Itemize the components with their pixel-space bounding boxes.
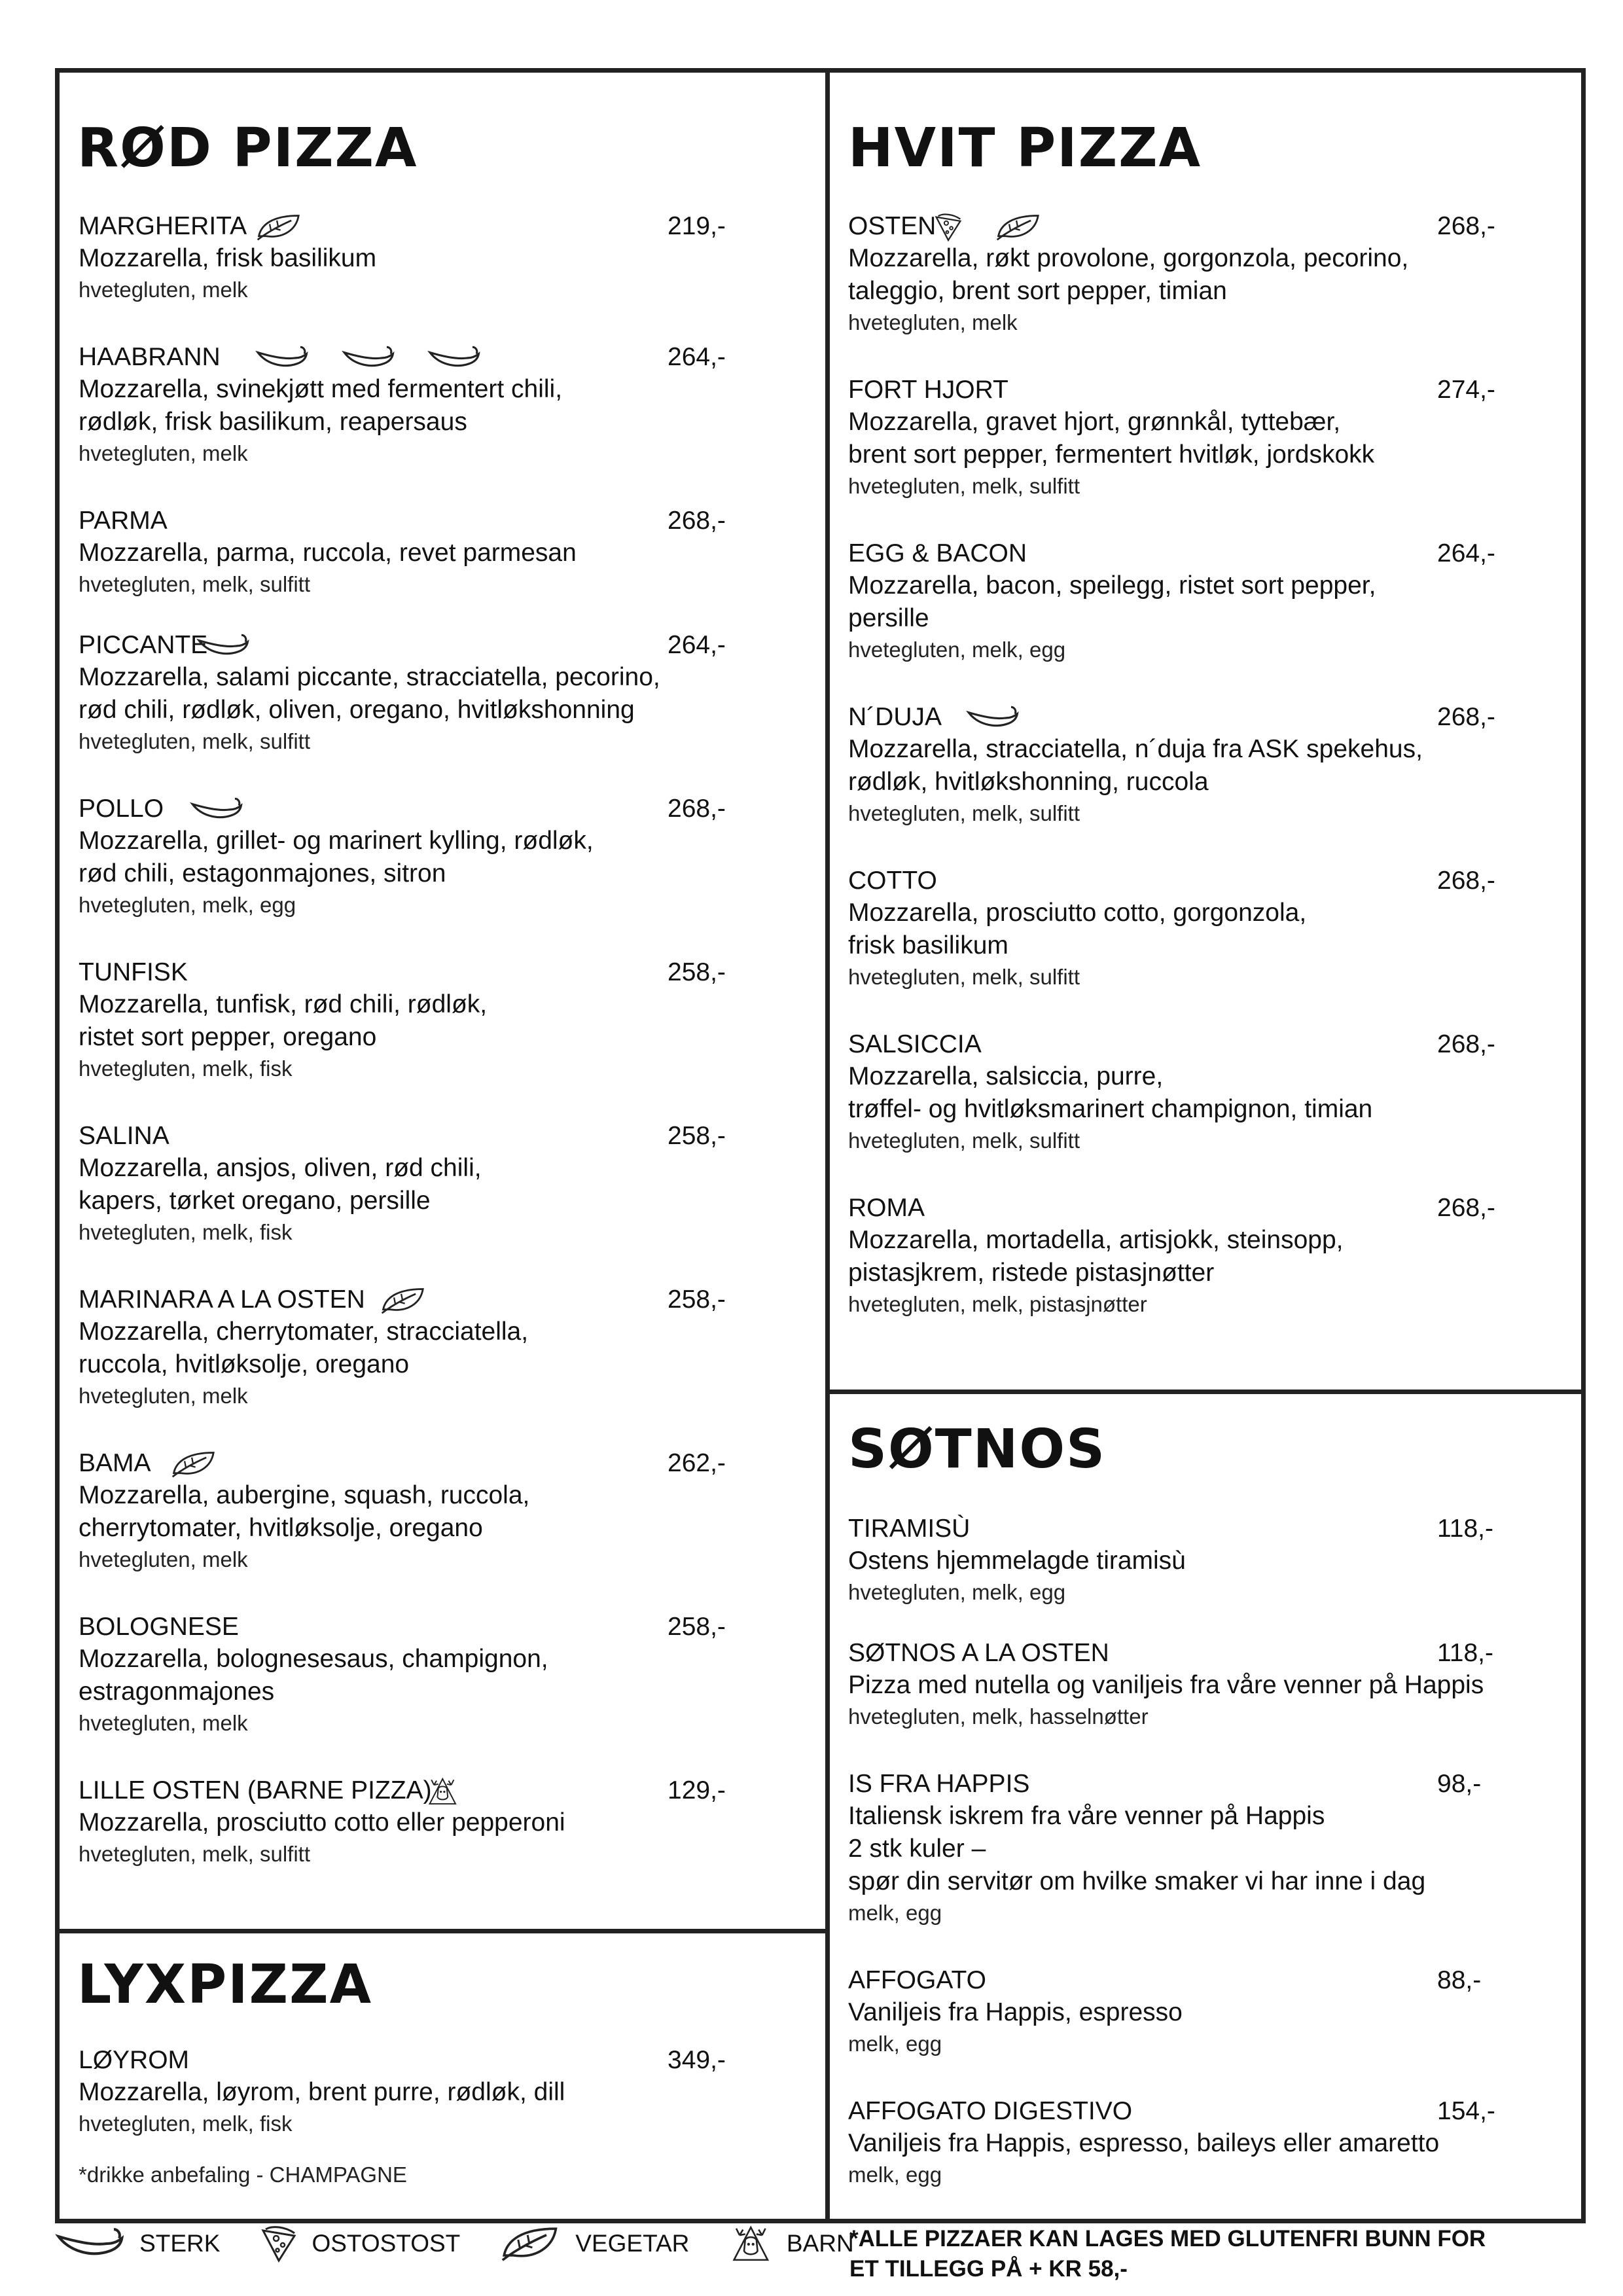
item-name: POLLO — [79, 795, 164, 823]
item-price: 258,- — [668, 1613, 726, 1641]
item-name: PARMA — [79, 507, 168, 535]
item-icons — [255, 212, 304, 241]
item-header-row — [848, 538, 1568, 569]
item-name: BAMA — [79, 1449, 151, 1477]
item-description: Ostens hjemmelagde tiramisù — [848, 1547, 1186, 1575]
menu-item — [848, 2096, 1568, 2190]
item-icons — [255, 343, 482, 372]
menu-item — [848, 374, 1568, 501]
item-header-row — [79, 342, 798, 373]
item-description: brent sort pepper, fermentert hvitløk, jordskokk — [848, 440, 1375, 469]
item-price: 258,- — [668, 1285, 726, 1314]
item-allergens: hvetegluten, melk, sulfitt — [79, 1842, 311, 1866]
vegetar-icon — [499, 2224, 562, 2263]
item-description: ruccola, hvitløksolje, oregano — [79, 1350, 410, 1378]
item-allergens: hvetegluten, melk, pistasjnøtter — [848, 1292, 1147, 1316]
item-price: 118,- — [1437, 1515, 1493, 1543]
menu-item — [79, 1611, 798, 1738]
ostostost-icon — [933, 212, 963, 241]
item-name: N´DUJA — [848, 703, 942, 731]
legend-item — [259, 2224, 499, 2263]
item-allergens: hvetegluten, melk, fisk — [79, 1220, 293, 1244]
item-price: 129,- — [668, 1776, 726, 1804]
item-header-row — [848, 1638, 1568, 1669]
item-description: Mozzarella, løyrom, brent purre, rødløk, dill — [79, 2078, 565, 2106]
menu-item — [79, 211, 798, 305]
item-name: TUNFISK — [79, 958, 188, 986]
item-header-row — [79, 1611, 798, 1643]
item-icons — [170, 1449, 219, 1478]
item-allergens: hvetegluten, melk, hasselnøtter — [848, 1704, 1149, 1729]
item-icons — [196, 631, 251, 660]
item-header-row — [79, 1284, 798, 1316]
vegetar-icon — [380, 1285, 428, 1314]
item-name: LØYROM — [79, 2046, 190, 2074]
item-allergens: hvetegluten, melk — [79, 1711, 248, 1735]
item-allergens: melk, egg — [848, 2162, 942, 2187]
menu-item — [848, 211, 1568, 338]
item-header-row — [848, 702, 1568, 733]
item-description: Mozzarella, svinekjøtt med fermentert chili, — [79, 375, 563, 403]
sterk-icon — [190, 795, 245, 823]
item-name: BOLOGNESE — [79, 1613, 239, 1641]
menu-item — [79, 630, 798, 757]
item-name: OSTEN — [848, 212, 936, 240]
item-price: 268,- — [1437, 1194, 1495, 1222]
item-price: 264,- — [668, 343, 726, 371]
menu-item — [79, 957, 798, 1084]
item-allergens: hvetegluten, melk — [79, 278, 248, 302]
item-description: rød chili, rødløk, oliven, oregano, hvitløkshonning — [79, 696, 635, 724]
sotnos-title: SØTNOS — [848, 1418, 1107, 1480]
item-allergens: hvetegluten, melk, fisk — [79, 1056, 293, 1081]
item-allergens: hvetegluten, melk, egg — [79, 893, 296, 917]
item-allergens: melk, egg — [848, 2032, 942, 2056]
item-description: Vaniljeis fra Happis, espresso, baileys eller amaretto — [848, 2129, 1440, 2157]
menu-item — [79, 793, 798, 920]
item-description: estragonmajones — [79, 1677, 275, 1706]
item-name: SALINA — [79, 1122, 169, 1150]
item-price: 268,- — [1437, 867, 1495, 895]
item-name: IS FRA HAPPIS — [848, 1770, 1030, 1798]
item-description: Mozzarella, stracciatella, n´duja fra ASK spekehus, — [848, 735, 1423, 763]
item-description: kapers, tørket oregano, persille — [79, 1187, 431, 1215]
item-allergens: hvetegluten, melk, sulfitt — [79, 729, 311, 753]
sterk-icon — [427, 343, 482, 372]
legend-label: BARN — [786, 2230, 854, 2257]
item-price: 262,- — [668, 1449, 726, 1477]
menu-item — [848, 1513, 1568, 1607]
item-description: rødløk, frisk basilikum, reapersaus — [79, 408, 467, 436]
item-name: HAABRANN — [79, 343, 221, 371]
item-name: SØTNOS A LA OSTEN — [848, 1639, 1109, 1667]
item-name: LILLE OSTEN (BARNE PIZZA) — [79, 1776, 432, 1804]
item-description: Vaniljeis fra Happis, espresso — [848, 1998, 1183, 2026]
item-allergens: melk, egg — [848, 1901, 942, 1925]
item-price: 268,- — [1437, 212, 1495, 240]
item-header-row — [848, 1193, 1568, 1224]
vegetar-icon — [255, 212, 304, 241]
vegetar-icon — [170, 1449, 219, 1478]
item-description: Mozzarella, prosciutto cotto, gorgonzola, — [848, 899, 1307, 927]
sterk-icon — [966, 703, 1021, 732]
item-price: 118,- — [1437, 1639, 1493, 1667]
item-name: TIRAMISÙ — [848, 1515, 971, 1543]
item-price: 98,- — [1437, 1770, 1482, 1798]
vegetar-icon — [995, 212, 1043, 241]
sterk-icon — [342, 343, 397, 372]
item-description: Mozzarella, bacon, speilegg, ristet sort pepper, — [848, 571, 1376, 600]
item-description: Mozzarella, parma, ruccola, revet parmesan — [79, 539, 577, 567]
item-icons — [380, 1285, 428, 1314]
menu-item — [848, 1029, 1568, 1156]
menu-item — [79, 2045, 798, 2139]
item-price: 219,- — [668, 212, 726, 240]
sterk-icon — [255, 343, 310, 372]
item-description: Mozzarella, grillet- og marinert kylling, rødløk, — [79, 827, 594, 855]
item-description: Mozzarella, gravet hjort, grønnkål, tyttebær, — [848, 408, 1341, 436]
item-header-row — [79, 1775, 798, 1806]
legend-item — [55, 2224, 259, 2263]
item-description: spør din servitør om hvilke smaker vi har inne i dag — [848, 1867, 1426, 1895]
item-description: Italiensk iskrem fra våre venner på Happis — [848, 1802, 1325, 1830]
item-header-row — [79, 1121, 798, 1152]
item-allergens: hvetegluten, melk, sulfitt — [848, 965, 1080, 989]
item-allergens: hvetegluten, melk, sulfitt — [848, 801, 1080, 825]
lyxpizza-title: LYXPIZZA — [77, 1954, 373, 2016]
menu-item — [848, 538, 1568, 665]
legend-item — [499, 2224, 728, 2263]
menu-item — [79, 1448, 798, 1575]
item-price: 274,- — [1437, 376, 1495, 404]
item-description: rødløk, hvitløkshonning, ruccola — [848, 768, 1209, 796]
menu-item — [848, 1768, 1568, 1928]
menu-item — [79, 1121, 798, 1247]
menu-item — [848, 865, 1568, 992]
item-description: Mozzarella, salami piccante, stracciatella, pecorino, — [79, 663, 660, 691]
item-description: Mozzarella, frisk basilikum — [79, 244, 377, 272]
item-price: 349,- — [668, 2046, 726, 2074]
item-header-row — [848, 2096, 1568, 2127]
item-allergens: hvetegluten, melk — [79, 1384, 248, 1408]
item-header-row — [79, 957, 798, 988]
item-header-row — [79, 2045, 798, 2076]
item-name: SALSICCIA — [848, 1030, 982, 1058]
ostostost-icon — [259, 2224, 298, 2263]
item-allergens: hvetegluten, melk — [79, 441, 248, 465]
item-icons — [933, 212, 1043, 241]
item-allergens: hvetegluten, melk — [848, 310, 1018, 334]
item-description: trøffel- og hvitløksmarinert champignon, timian — [848, 1095, 1373, 1123]
item-icons — [190, 795, 245, 823]
rod-pizza-title: RØD PIZZA — [77, 117, 418, 179]
item-description: Mozzarella, cherrytomater, stracciatella, — [79, 1318, 529, 1346]
item-allergens: hvetegluten, melk, fisk — [79, 2111, 293, 2136]
legend-label: VEGETAR — [575, 2230, 690, 2257]
item-header-row — [848, 211, 1568, 242]
item-header-row — [79, 211, 798, 242]
footnote-line-2: ET TILLEGG PÅ + KR 58,- — [849, 2256, 1128, 2282]
footnote-line-1: *ALLE PIZZAER KAN LAGES MED GLUTENFRI BUNN FOR — [849, 2226, 1486, 2251]
item-allergens: hvetegluten, melk — [79, 1547, 248, 1571]
item-header-row — [79, 505, 798, 537]
item-description: Mozzarella, bolognesesaus, champignon, — [79, 1645, 548, 1673]
item-description: cherrytomater, hvitløksolje, oregano — [79, 1514, 483, 1542]
item-price: 268,- — [1437, 703, 1495, 731]
item-price: 258,- — [668, 1122, 726, 1150]
menu-item — [848, 1193, 1568, 1319]
item-name: EGG & BACON — [848, 539, 1027, 567]
item-name: PICCANTE — [79, 631, 208, 659]
item-name: ROMA — [848, 1194, 925, 1222]
item-description: ristet sort pepper, oregano — [79, 1023, 377, 1051]
drink-recommendation: *drikke anbefaling - CHAMPAGNE — [79, 2162, 407, 2187]
item-name: COTTO — [848, 867, 937, 895]
item-icons — [425, 1776, 460, 1805]
item-header-row — [848, 1965, 1568, 1996]
legend-label: OSTOSTOST — [312, 2230, 461, 2257]
item-price: 268,- — [1437, 1030, 1495, 1058]
item-icons — [966, 703, 1021, 732]
sterk-icon — [196, 631, 251, 660]
menu-item — [79, 505, 798, 600]
item-price: 258,- — [668, 958, 726, 986]
item-name: AFFOGATO DIGESTIVO — [848, 2097, 1133, 2125]
item-header-row — [79, 630, 798, 661]
item-description: rød chili, estagonmajones, sitron — [79, 859, 446, 888]
item-description: persille — [848, 604, 929, 632]
item-description: Mozzarella, prosciutto cotto eller pepperoni — [79, 1808, 565, 1837]
item-description: Mozzarella, mortadella, artisjokk, steinsopp, — [848, 1226, 1344, 1254]
item-allergens: hvetegluten, melk, sulfitt — [79, 572, 311, 596]
item-allergens: hvetegluten, melk, egg — [848, 637, 1066, 662]
menu-item — [79, 342, 798, 469]
barn-icon — [425, 1776, 460, 1805]
item-allergens: hvetegluten, melk, egg — [848, 1580, 1066, 1604]
item-header-row — [848, 1029, 1568, 1060]
barn-icon — [728, 2224, 774, 2263]
gluten-free-footnote — [849, 2224, 1486, 2284]
item-header-row — [848, 374, 1568, 406]
item-description: Mozzarella, røkt provolone, gorgonzola, pecorino, — [848, 244, 1409, 272]
item-header-row — [848, 865, 1568, 897]
item-header-row — [848, 1513, 1568, 1545]
item-price: 264,- — [1437, 539, 1495, 567]
menu-item — [848, 1965, 1568, 2059]
item-description: Mozzarella, ansjos, oliven, rød chili, — [79, 1154, 482, 1182]
item-description: taleggio, brent sort pepper, timian — [848, 277, 1227, 305]
item-name: FORT HJORT — [848, 376, 1008, 404]
item-header-row — [79, 793, 798, 825]
item-name: AFFOGATO — [848, 1966, 986, 1994]
item-description: Mozzarella, aubergine, squash, ruccola, — [79, 1481, 530, 1509]
menu-item — [79, 1775, 798, 1869]
item-description: frisk basilikum — [848, 931, 1008, 960]
item-description: Mozzarella, salsiccia, purre, — [848, 1062, 1164, 1090]
item-name: MARINARA A LA OSTEN — [79, 1285, 365, 1314]
menu-item — [848, 702, 1568, 829]
sterk-icon — [55, 2224, 126, 2263]
icon-legend — [55, 2224, 893, 2263]
legend-label: STERK — [139, 2230, 221, 2257]
item-description: Mozzarella, tunfisk, rød chili, rødløk, — [79, 990, 488, 1018]
item-price: 154,- — [1437, 2097, 1495, 2125]
item-description: Pizza med nutella og vaniljeis fra våre venner på Happis — [848, 1671, 1484, 1699]
item-description: 2 stk kuler – — [848, 1835, 986, 1863]
item-price: 88,- — [1437, 1966, 1482, 1994]
item-header-row — [848, 1768, 1568, 1800]
item-price: 264,- — [668, 631, 726, 659]
item-allergens: hvetegluten, melk, sulfitt — [848, 1128, 1080, 1153]
hvit-pizza-title: HVIT PIZZA — [848, 117, 1202, 179]
menu-item — [79, 1284, 798, 1411]
item-allergens: hvetegluten, melk, sulfitt — [848, 474, 1080, 498]
item-header-row — [79, 1448, 798, 1479]
item-description: pistasjkrem, ristede pistasjnøtter — [848, 1259, 1215, 1287]
item-price: 268,- — [668, 795, 726, 823]
menu-item — [848, 1638, 1568, 1732]
item-price: 268,- — [668, 507, 726, 535]
item-name: MARGHERITA — [79, 212, 247, 240]
